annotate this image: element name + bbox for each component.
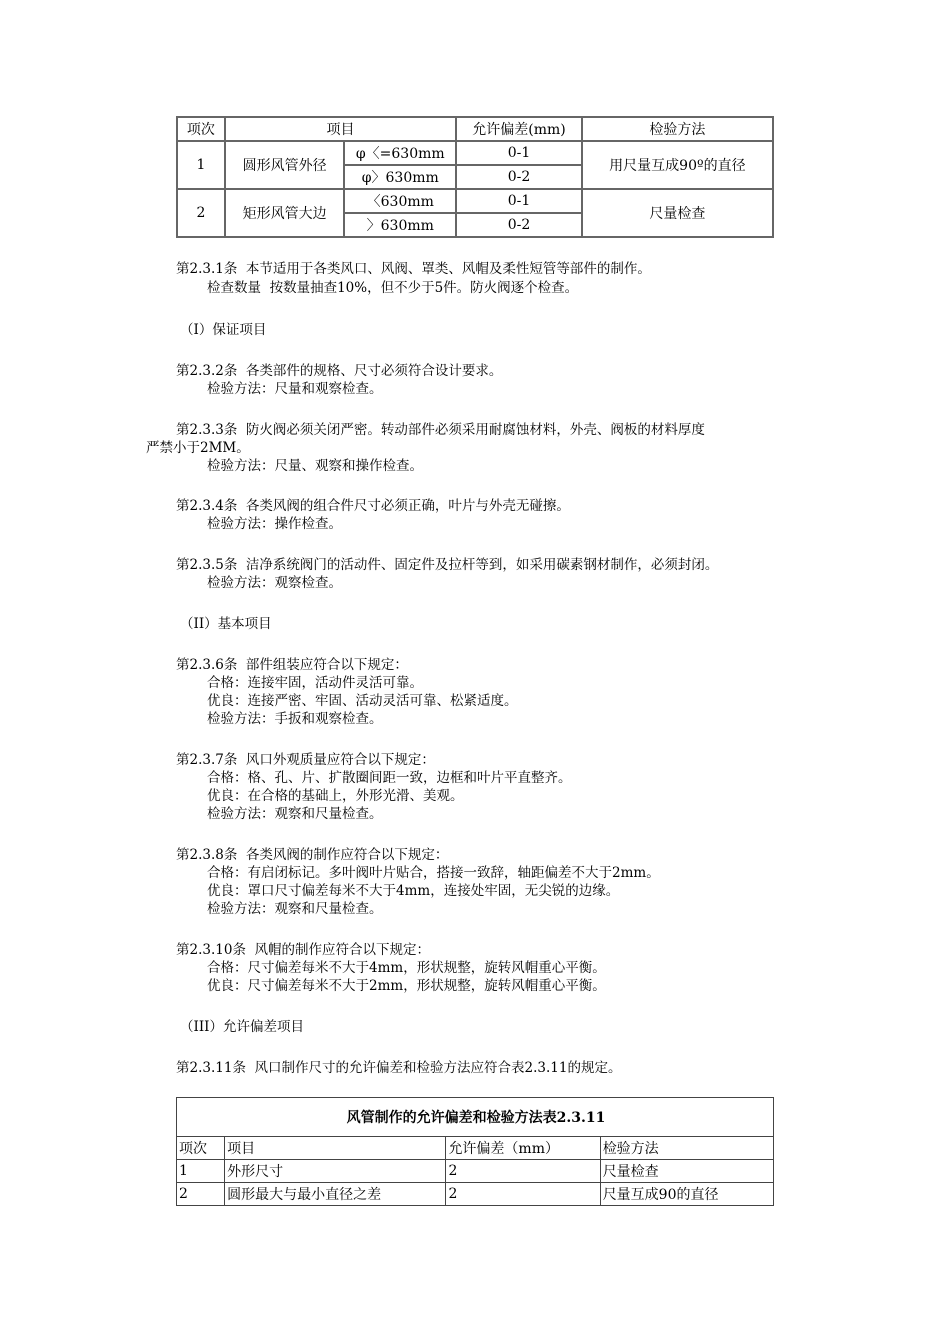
grade-excellent: 优良：连接严密、牢固、活动灵活可靠、松紧适度。 — [207, 693, 518, 709]
table-header-row — [177, 1137, 774, 1160]
inspection-method: 用尺量互成90º的直径 — [582, 141, 773, 189]
sub-item: φ〈=630mm — [344, 141, 456, 165]
grade-excellent: 优良：尺寸偏差每米不大于2mm，形状规整，旋转风帽重心平衡。 — [207, 978, 606, 994]
inspection-method-text: 检验方法：观察和尺量检查。 — [207, 901, 383, 917]
table-row — [177, 189, 773, 213]
item-name: 外形尺寸 — [225, 1160, 446, 1183]
tolerance-value: 2 — [446, 1160, 600, 1183]
inspection-method-text: 检验方法：尺量和观察检查。 — [207, 381, 383, 397]
table-row — [177, 1183, 774, 1206]
header-cell: 允许偏差（mm） — [446, 1137, 600, 1160]
table-row — [177, 1160, 774, 1183]
clause-2-3-2: 第2.3.2条 各类部件的规格、尺寸必须符合设计要求。 — [176, 363, 503, 379]
tolerance-value: 2 — [446, 1183, 600, 1206]
header-cell: 检验方法 — [600, 1137, 773, 1160]
item-name: 圆形风管外径 — [225, 141, 345, 189]
header-cell: 允许偏差(mm) — [456, 117, 582, 141]
tolerance-table-2-3-11 — [176, 1097, 774, 1206]
clause-2-3-4: 第2.3.4条 各类风阀的组合件尺寸必须正确，叶片与外壳无碰擦。 — [176, 498, 570, 514]
item-name: 矩形风管大边 — [225, 189, 345, 237]
inspection-method: 尺量检查 — [600, 1160, 773, 1183]
table-row — [177, 141, 773, 165]
clause-2-3-1: 第2.3.1条 本节适用于各类风口、风阀、罩类、风帽及柔性短管等部件的制作。 — [176, 261, 651, 277]
row-number: 1 — [177, 141, 225, 189]
sub-item: 〉630mm — [344, 213, 456, 237]
header-cell: 项次 — [177, 117, 225, 141]
tolerance-table-duct — [176, 116, 774, 238]
item-name: 圆形最大与最小直径之差 — [225, 1183, 446, 1206]
sub-item: φ〉630mm — [344, 165, 456, 189]
tolerance-value: 0-1 — [456, 141, 582, 165]
inspection-method-text: 检验方法：操作检查。 — [207, 516, 342, 532]
table-caption: 风管制作的允许偏差和检验方法表2.3.11 — [177, 1098, 774, 1137]
tolerance-value: 0-1 — [456, 189, 582, 213]
inspection-method-text: 检验方法：观察检查。 — [207, 575, 342, 591]
table-caption-row — [177, 1098, 774, 1137]
clause-2-3-10: 第2.3.10条 风帽的制作应符合以下规定： — [176, 942, 431, 958]
table-header-row — [177, 117, 773, 141]
header-cell: 检验方法 — [582, 117, 773, 141]
grade-qualified: 合格：有启闭标记。多叶阀叶片贴合，搭接一致辞，轴距偏差不大于2mm。 — [207, 865, 660, 881]
clause-2-3-3-continued: 严禁小于2MM。 — [146, 440, 250, 456]
row-number: 2 — [177, 1183, 225, 1206]
section-heading-basic: （II）基本项目 — [180, 616, 272, 632]
grade-qualified: 合格：连接牢固，活动件灵活可靠。 — [207, 675, 423, 691]
row-number: 1 — [177, 1160, 225, 1183]
clause-2-3-3: 第2.3.3条 防火阀必须关闭严密。转动部件必须采用耐腐蚀材料，外壳、阀板的材料厚度 — [176, 422, 705, 438]
section-heading-tolerance: （III）允许偏差项目 — [180, 1019, 304, 1035]
inspection-quantity: 检查数量 按数量抽查10%，但不少于5件。防火阀逐个检查。 — [207, 280, 579, 296]
sub-item: 〈630mm — [344, 189, 456, 213]
grade-qualified: 合格：格、孔、片、扩散圈间距一致，边框和叶片平直整齐。 — [207, 770, 572, 786]
inspection-method-text: 检验方法：手扳和观察检查。 — [207, 711, 383, 727]
grade-excellent: 优良：在合格的基础上，外形光滑、美观。 — [207, 788, 464, 804]
inspection-method: 尺量互成90的直径 — [600, 1183, 773, 1206]
clause-2-3-5: 第2.3.5条 洁净系统阀门的活动件、固定件及拉杆等到，如采用碳素钢材制作，必须封闭。 — [176, 557, 719, 573]
grade-qualified: 合格：尺寸偏差每米不大于4mm，形状规整，旋转风帽重心平衡。 — [207, 960, 606, 976]
tolerance-value: 0-2 — [456, 165, 582, 189]
inspection-method-text: 检验方法：尺量、观察和操作检查。 — [207, 458, 423, 474]
section-heading-guarantee: （I）保证项目 — [180, 322, 267, 338]
header-cell: 项次 — [177, 1137, 225, 1160]
tolerance-value: 0-2 — [456, 213, 582, 237]
header-cell: 项目 — [225, 1137, 446, 1160]
clause-2-3-6: 第2.3.6条 部件组装应符合以下规定： — [176, 657, 408, 673]
inspection-method-text: 检验方法：观察和尺量检查。 — [207, 806, 383, 822]
header-cell: 项目 — [225, 117, 456, 141]
clause-2-3-11: 第2.3.11条 风口制作尺寸的允许偏差和检验方法应符合表2.3.11的规定。 — [176, 1060, 622, 1076]
clause-2-3-8: 第2.3.8条 各类风阀的制作应符合以下规定： — [176, 847, 449, 863]
grade-excellent: 优良：罩口尺寸偏差每米不大于4mm，连接处牢固，无尖锐的边缘。 — [207, 883, 620, 899]
clause-2-3-7: 第2.3.7条 风口外观质量应符合以下规定： — [176, 752, 435, 768]
inspection-method: 尺量检查 — [582, 189, 773, 237]
row-number: 2 — [177, 189, 225, 237]
